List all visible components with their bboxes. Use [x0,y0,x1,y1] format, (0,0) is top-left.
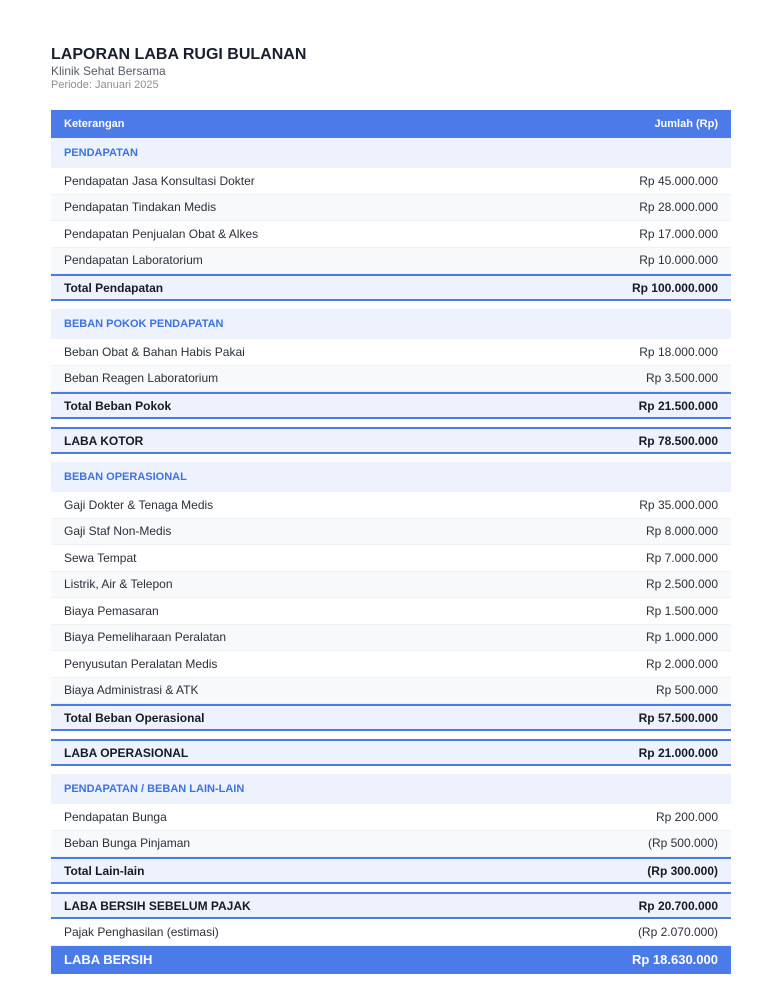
row-amount: Rp 45.000.000 [639,173,718,188]
row-label: Beban Obat & Bahan Habis Pakai [64,344,245,359]
row-amount: Rp 1.500.000 [645,603,718,618]
section-cogs [51,309,731,339]
total-amount: Rp 100.000.000 [631,280,718,295]
total-opex-row [51,704,731,731]
row-amount: Rp 500.000 [655,683,718,698]
section-other [51,774,731,804]
row-amount: Rp 8.000.000 [645,524,718,539]
row-label: Pendapatan Jasa Konsultasi Dokter [64,173,255,188]
row-amount: Rp 1.000.000 [645,630,718,645]
table-row [51,339,731,366]
row-label: Biaya Pemeliharaan Peralatan [64,630,227,645]
table-row [51,492,731,519]
header-description: Keterangan [64,118,125,130]
operating-profit-row [51,739,731,766]
row-label: Pendapatan Penjualan Obat & Alkes [64,226,259,241]
spacer [51,419,731,427]
total-amount: Rp 57.500.000 [638,710,718,725]
table-row [51,519,731,546]
row-amount: Rp 200.000 [655,809,718,824]
row-label: Listrik, Air & Telepon [64,577,173,592]
section-opex [51,462,731,492]
spacer [51,766,731,774]
row-label: Biaya Administrasi & ATK [64,683,199,698]
row-amount: (Rp 500.000) [647,836,718,851]
clinic-name: Klinik Sehat Bersama [51,64,166,78]
net-profit-amount: Rp 18.630.000 [631,952,718,967]
row-amount: Rp 18.000.000 [639,344,718,359]
row-label: Beban Reagen Laboratorium [64,371,219,386]
spacer [51,454,731,462]
table-row [51,168,731,195]
table-row [51,248,731,275]
table-row [51,804,731,831]
row-label: Gaji Dokter & Tenaga Medis [64,497,214,512]
section-revenue [51,138,731,168]
tax-row [51,919,731,946]
row-label: Biaya Pemasaran [64,603,159,618]
report-header [51,46,731,110]
row-label: Penyusutan Peralatan Medis [64,656,218,671]
table-row [51,572,731,599]
report-title: LAPORAN LABA RUGI BULANAN [51,46,307,63]
row-amount: Rp 2.000.000 [645,656,718,671]
section-label: BEBAN POKOK PENDAPATAN [64,318,224,330]
total-label: Total Pendapatan [64,280,164,295]
spacer [51,301,731,309]
row-amount: Rp 28.000.000 [639,200,718,215]
section-label: BEBAN OPERASIONAL [64,471,187,483]
total-amount: (Rp 300.000) [647,863,718,878]
gross-profit-amount: Rp 78.500.000 [638,433,718,448]
report-period: Periode: Januari 2025 [51,79,159,91]
table-row [51,831,731,858]
table-row [51,651,731,678]
row-label: Pendapatan Tindakan Medis [64,200,217,215]
row-amount: Rp 3.500.000 [645,371,718,386]
income-statement-table [51,110,731,974]
gross-profit-label: LABA KOTOR [64,433,144,448]
section-label: PENDAPATAN [64,147,138,159]
table-row [51,625,731,652]
table-row [51,221,731,248]
operating-profit-amount: Rp 21.000.000 [638,745,718,760]
table-row [51,195,731,222]
total-other-row [51,857,731,884]
row-amount: Rp 2.500.000 [645,577,718,592]
table-header [51,110,731,138]
total-label: Total Beban Pokok [64,398,172,413]
total-cogs-row [51,392,731,419]
spacer [51,731,731,739]
tax-label: Pajak Penghasilan (estimasi) [64,924,219,939]
pretax-profit-label: LABA BERSIH SEBELUM PAJAK [64,898,251,913]
row-label: Beban Bunga Pinjaman [64,836,191,851]
table-row [51,366,731,393]
table-row [51,545,731,572]
header-amount: Jumlah (Rp) [654,118,718,130]
row-label: Pendapatan Bunga [64,809,167,824]
total-label: Total Beban Operasional [64,710,205,725]
row-amount: Rp 17.000.000 [639,226,718,241]
row-label: Pendapatan Laboratorium [64,253,203,268]
spacer [51,884,731,892]
pretax-profit-row [51,892,731,919]
total-label: Total Lain-lain [64,863,145,878]
table-row [51,598,731,625]
gross-profit-row [51,427,731,454]
row-label: Sewa Tempat [64,550,137,565]
row-label: Gaji Staf Non-Medis [64,524,172,539]
table-row [51,678,731,705]
row-amount: Rp 35.000.000 [639,497,718,512]
net-profit-row [51,946,731,974]
operating-profit-label: LABA OPERASIONAL [64,745,189,760]
net-profit-label: LABA BERSIH [64,952,153,967]
row-amount: Rp 10.000.000 [639,253,718,268]
pretax-profit-amount: Rp 20.700.000 [638,898,718,913]
total-amount: Rp 21.500.000 [638,398,718,413]
total-revenue-row [51,274,731,301]
tax-amount: (Rp 2.070.000) [637,924,718,939]
row-amount: Rp 7.000.000 [645,550,718,565]
section-label: PENDAPATAN / BEBAN LAIN-LAIN [64,783,245,795]
